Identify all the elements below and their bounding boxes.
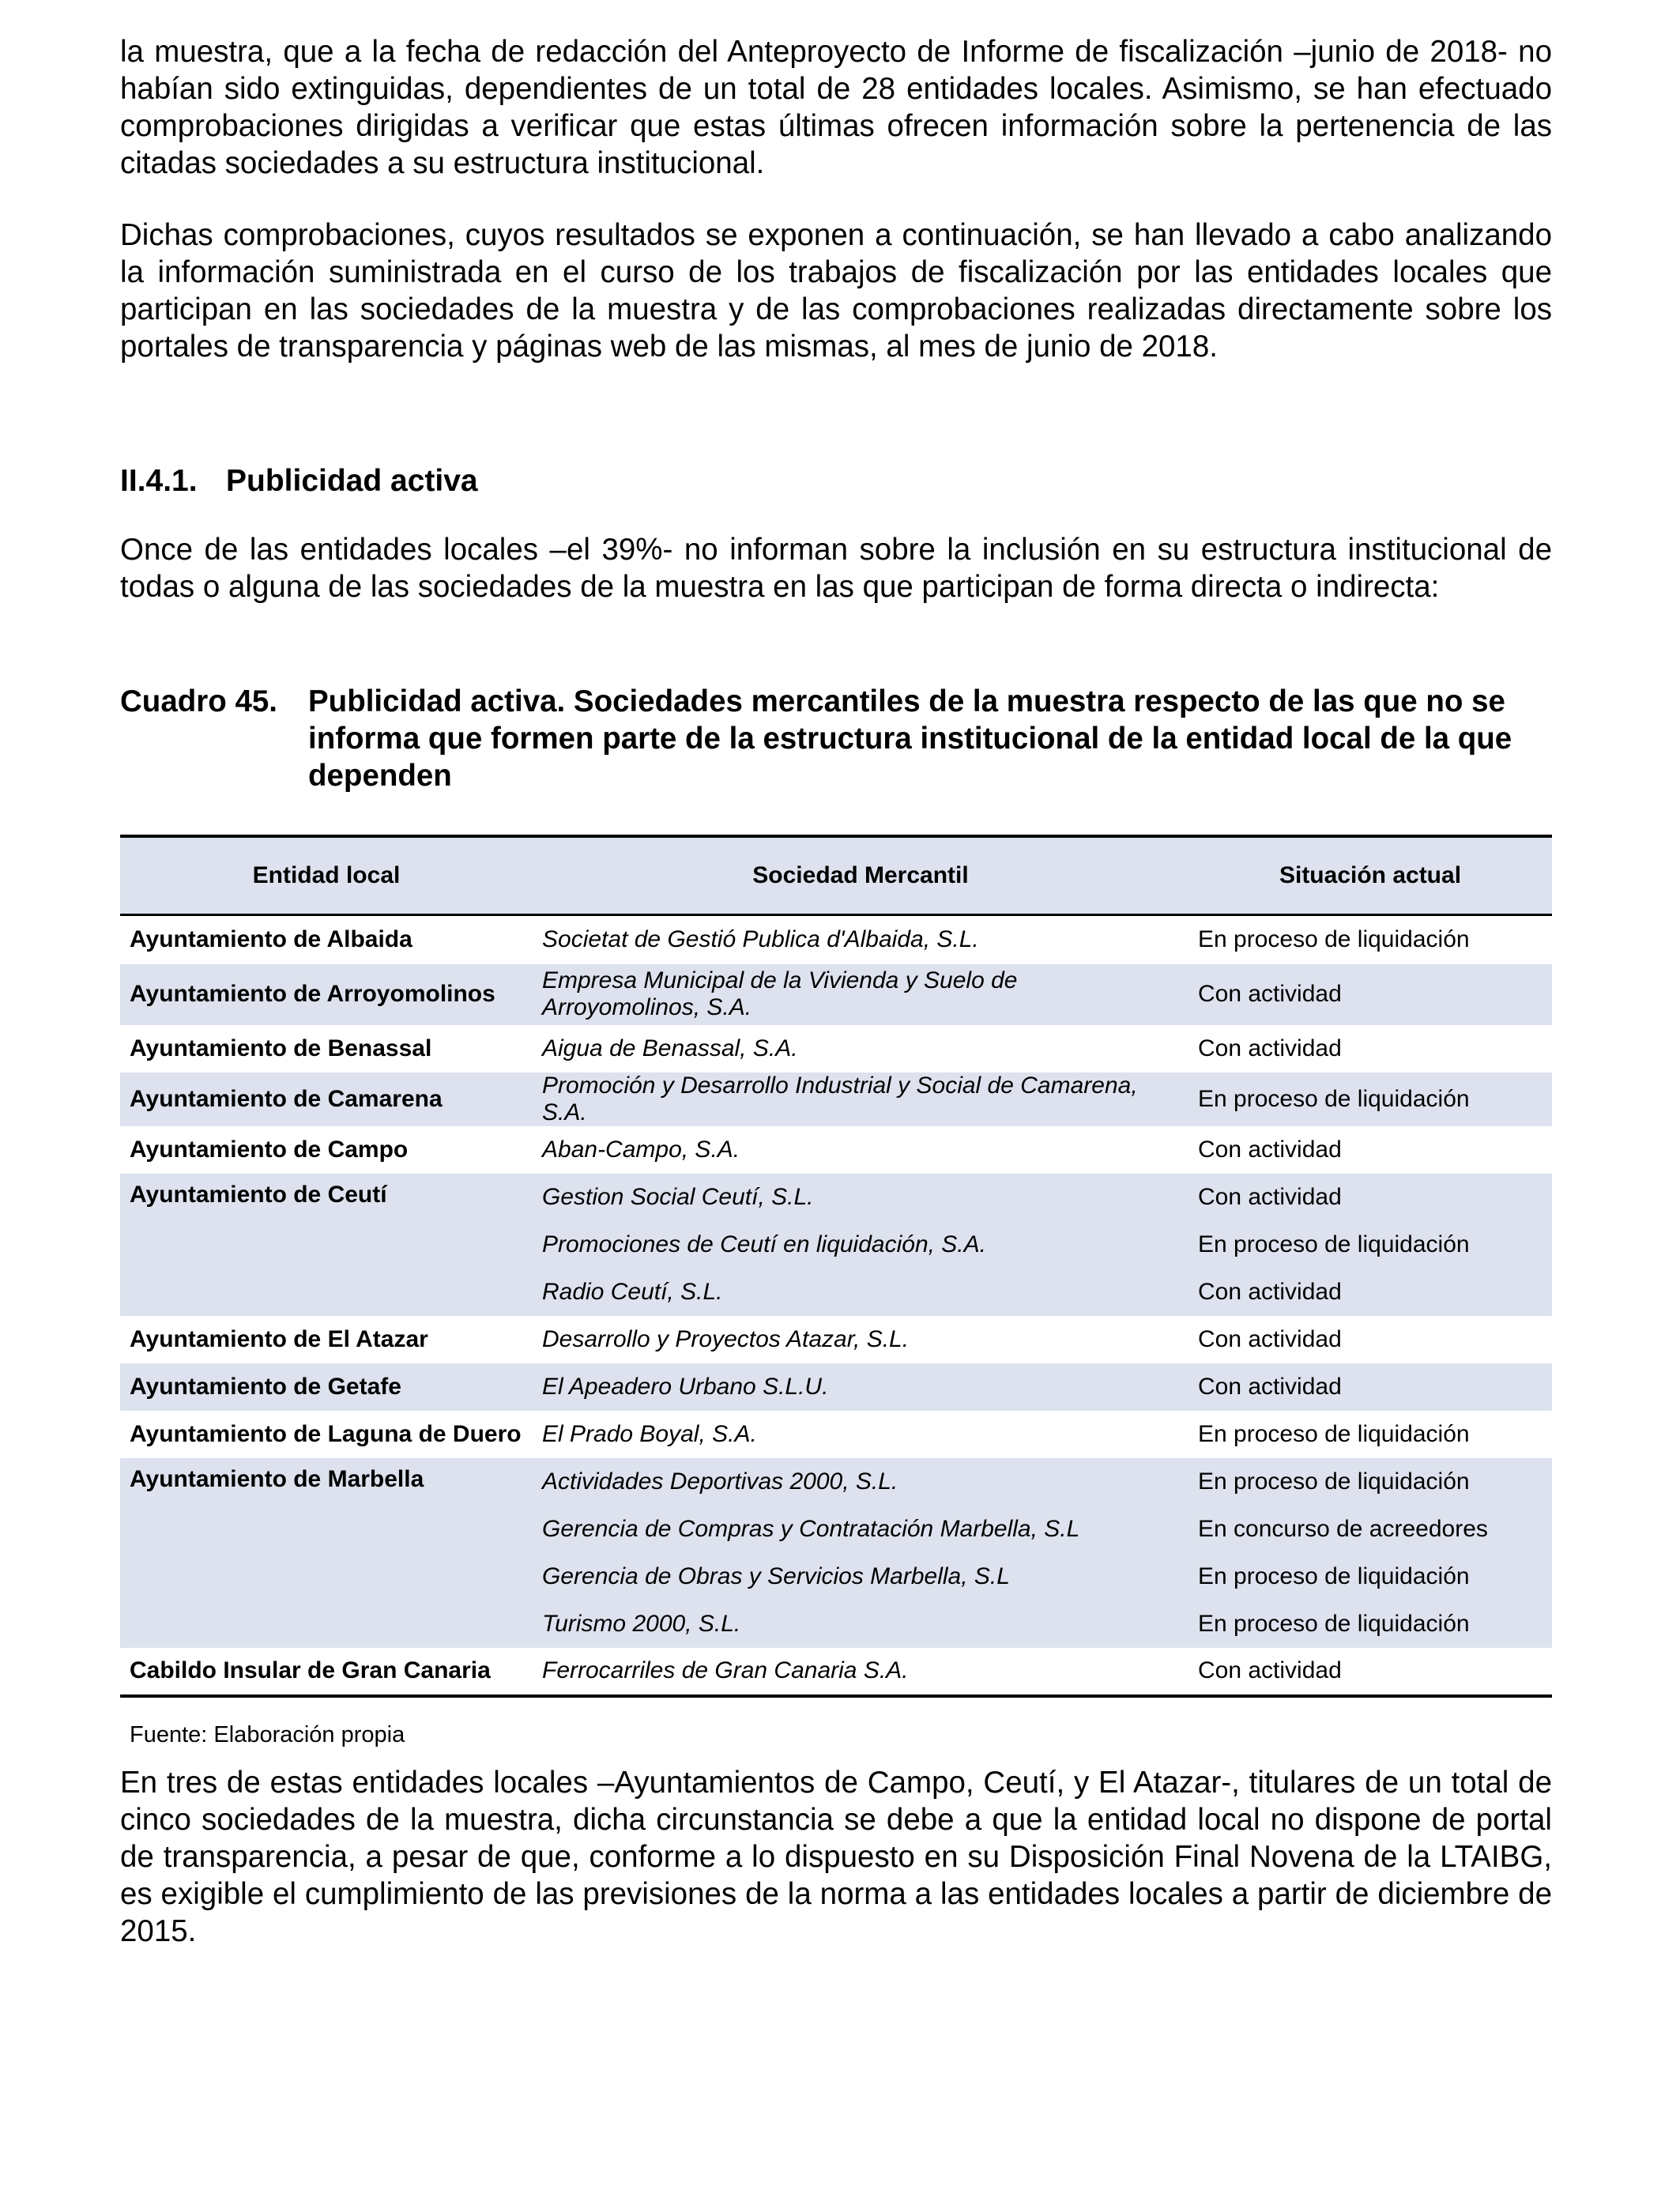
society-cell: Promociones de Ceutí en liquidación, S.A.: [533, 1221, 1188, 1269]
society-cell: Gestion Social Ceutí, S.L.: [533, 1174, 1188, 1221]
header-situacion-actual: Situación actual: [1188, 836, 1552, 915]
entity-cell: Ayuntamiento de Campo: [130, 1136, 409, 1163]
entity-cell: Ayuntamiento de El Atazar: [130, 1325, 428, 1352]
entity-cell: Ayuntamiento de Arroyomolinos: [120, 964, 533, 1025]
society-cell: El Apeadero Urbano S.L.U.: [533, 1363, 1188, 1411]
status-cell: Con actividad: [1198, 1325, 1342, 1352]
paragraph-comprobaciones: Dichas comprobaciones, cuyos resultados se exponen a continuación, se han llevado a cabo analizando la información suministrada en el curso de los trabajos de fiscalización por las entidades locales que participan en las sociedades de la muestra y de las comprobaciones realizadas directamente sobre los portales de transparencia y páginas web de las mismas, al mes de junio de 2018.: [120, 218, 1552, 364]
status-cell: Con actividad: [1188, 1363, 1552, 1411]
society-cell: El Prado Boyal, S.A.: [542, 1420, 757, 1447]
entity-cell: Cabildo Insular de Gran Canaria: [130, 1657, 491, 1683]
paragraph-intro: la muestra, que a la fecha de redacción del Anteproyecto de Informe de fiscalización –junio de 2018- no habían sido extinguidas, dependientes de un total de 28 entidades locales. Asimismo, se han efectuado comprobaciones dirigidas a verificar que estas últimas ofrecen información sobre la pertenencia de las citadas sociedades a su estructura institucional.: [120, 35, 1552, 180]
status-cell: Con actividad: [1188, 1174, 1552, 1221]
status-cell: Con actividad: [1198, 1657, 1342, 1683]
table-row: [120, 1363, 1552, 1411]
table-caption: [120, 683, 1552, 794]
status-cell: En proceso de liquidación: [1188, 1221, 1552, 1269]
table-row: [120, 1025, 1552, 1072]
society-cell: Desarrollo y Proyectos Atazar, S.L.: [542, 1325, 910, 1352]
status-cell: En proceso de liquidación: [1188, 1600, 1552, 1648]
entity-cell: Ayuntamiento de Camarena: [120, 1072, 533, 1126]
table-row: [120, 1411, 1552, 1458]
status-cell: Con actividad: [1198, 1136, 1342, 1163]
sociedades-table: [120, 835, 1552, 1698]
table-row: [120, 1316, 1552, 1363]
status-cell: En proceso de liquidación: [1198, 926, 1470, 953]
section-title: Publicidad activa: [226, 464, 478, 498]
paragraph-conclusion: En tres de estas entidades locales –Ayuntamientos de Campo, Ceutí, y El Atazar-, titulares de un total de cinco sociedades de la muestra, dicha circunstancia se debe a que la entidad local no dispone de portal de transparencia, a pesar de que, conforme a lo dispuesto en su Disposición Final Novena de la LTAIBG, es exigible el cumplimiento de las previsiones de la norma a las entidades locales a partir de diciembre de 2015.: [120, 1766, 1552, 1948]
paragraph-once-entidades: Once de las entidades locales –el 39%- no informan sobre la inclusión en su estructura institucional de todas o alguna de las sociedades de la muestra en las que participan de forma directa o indirecta:: [120, 533, 1552, 604]
table-row: [120, 1458, 1552, 1506]
society-cell: Aban-Campo, S.A.: [542, 1136, 740, 1163]
table-row: [120, 1648, 1552, 1696]
entity-cell: Ayuntamiento de Benassal: [130, 1035, 432, 1061]
status-cell: En proceso de liquidación: [1188, 1553, 1552, 1600]
society-cell: Gerencia de Obras y Servicios Marbella, S.L: [533, 1553, 1188, 1600]
entity-cell: Ayuntamiento de Getafe: [120, 1363, 533, 1411]
society-cell: Aigua de Benassal, S.A.: [542, 1035, 798, 1061]
status-cell: Con actividad: [1188, 964, 1552, 1025]
entity-cell: Ayuntamiento de Laguna de Duero: [130, 1420, 522, 1447]
status-cell: Con actividad: [1198, 1035, 1342, 1061]
section-number: II.4.1.: [120, 464, 198, 498]
society-cell: Societat de Gestió Publica d'Albaida, S.L.: [542, 926, 979, 953]
table-header-row: [120, 836, 1552, 915]
status-cell: En concurso de acreedores: [1188, 1506, 1552, 1553]
header-entidad-local: Entidad local: [120, 836, 533, 915]
society-cell: Empresa Municipal de la Vivienda y Suelo de Arroyomolinos, S.A.: [533, 964, 1188, 1025]
entity-cell: Ayuntamiento de Marbella: [120, 1458, 533, 1648]
table-row: [120, 1126, 1552, 1174]
status-cell: En proceso de liquidación: [1188, 1458, 1552, 1506]
status-cell: Con actividad: [1188, 1269, 1552, 1316]
table-row: [120, 1174, 1552, 1221]
society-cell: Ferrocarriles de Gran Canaria S.A.: [542, 1657, 909, 1683]
table-row: [120, 915, 1552, 964]
society-cell: Radio Ceutí, S.L.: [533, 1269, 1188, 1316]
table-caption-text: Publicidad activa. Sociedades mercantiles de la muestra respecto de las que no se informa que formen parte de la estructura institucional de la entidad local de la que dependen: [308, 684, 1512, 793]
entity-cell: Ayuntamiento de Albaida: [130, 926, 412, 953]
header-sociedad-mercantil: Sociedad Mercantil: [533, 836, 1188, 915]
entity-cell: Ayuntamiento de Ceutí: [120, 1174, 533, 1316]
table-source-note: Fuente: Elaboración propia: [130, 1722, 405, 1747]
status-cell: En proceso de liquidación: [1188, 1072, 1552, 1126]
section-heading: [120, 462, 478, 501]
status-cell: En proceso de liquidación: [1198, 1420, 1470, 1447]
society-cell: Gerencia de Compras y Contratación Marbella, S.L: [533, 1506, 1188, 1553]
table-caption-label: Cuadro 45.: [120, 684, 277, 718]
society-cell: Turismo 2000, S.L.: [533, 1600, 1188, 1648]
society-cell: Promoción y Desarrollo Industrial y Social de Camarena, S.A.: [533, 1072, 1188, 1126]
society-cell: Actividades Deportivas 2000, S.L.: [533, 1458, 1188, 1506]
table-row: [120, 1072, 1552, 1126]
table-row: [120, 964, 1552, 1025]
